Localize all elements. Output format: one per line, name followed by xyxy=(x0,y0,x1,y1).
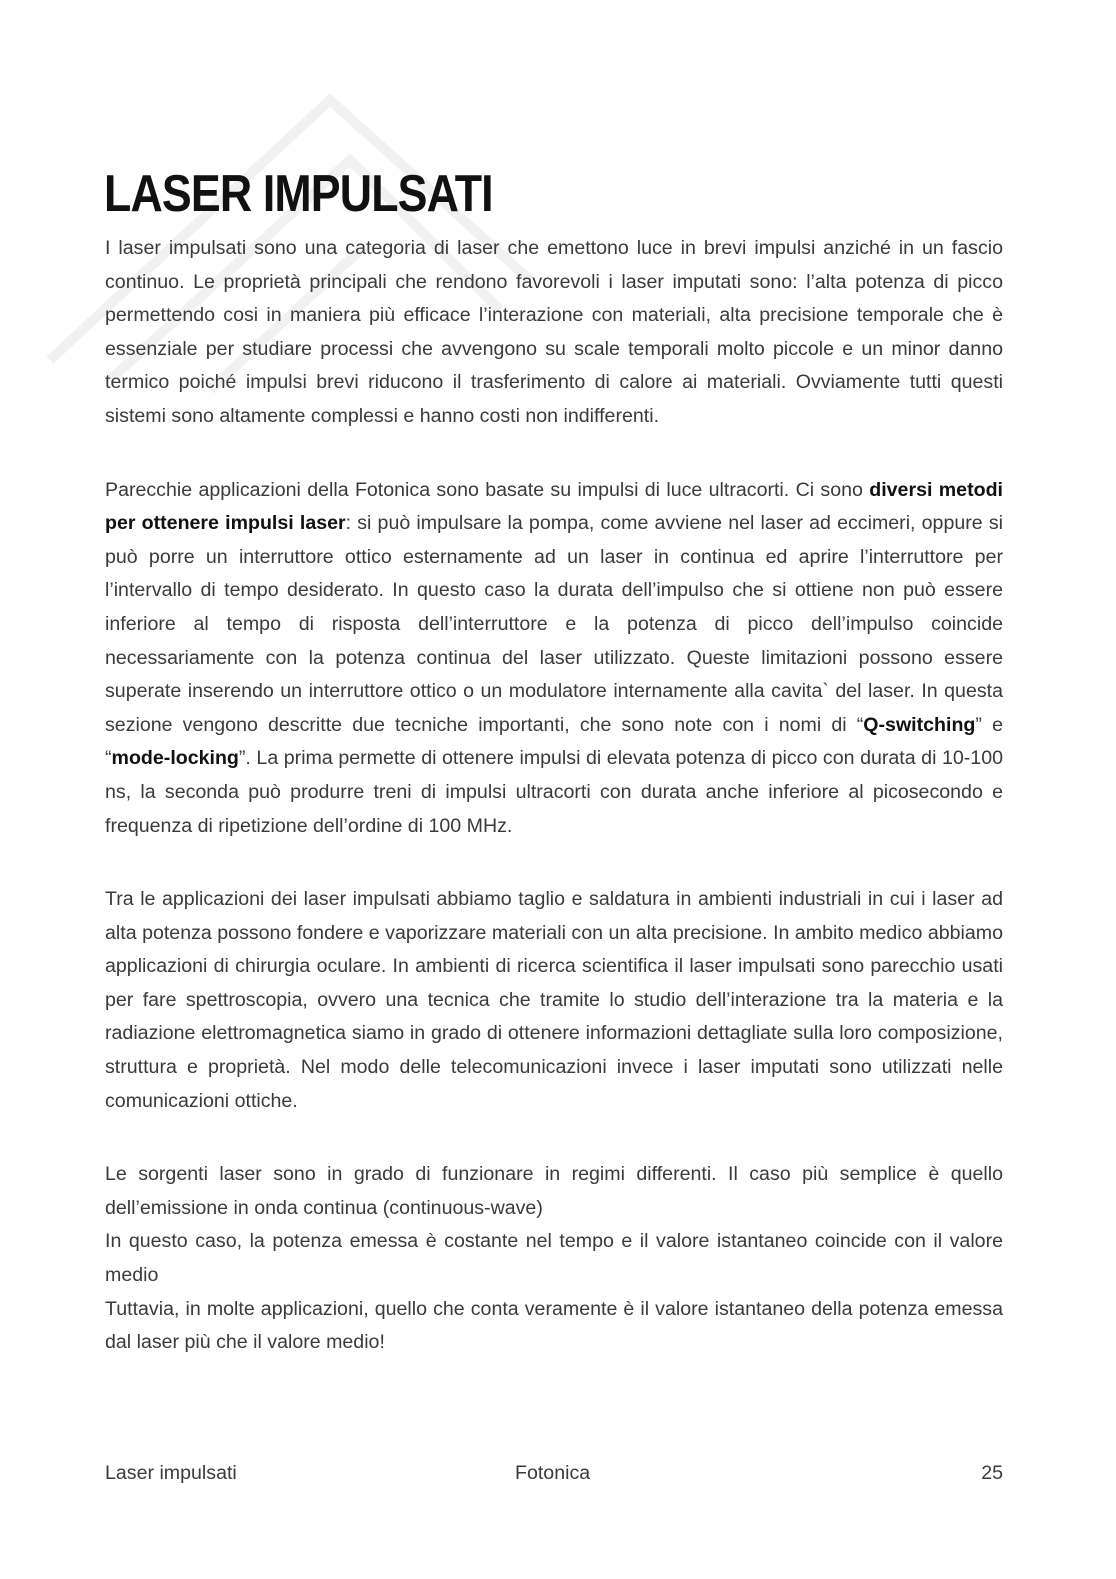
paragraph-methods-text-2: : si può impulsare la pompa, come avviene nel laser ad eccimeri, oppure si può porre un interruttore ottico esternamente ad un laser in continua ed aprire l’interruttore per l’intervallo di tempo desiderato. In questo caso la durata dell’impulso che si ottiene non può essere inferiore al tempo di risposta dell’interruttore e la potenza di picco dell’impulso coincide necessariamente con la potenza continua del laser utilizzato. Queste limitazioni possono essere superate inserendo un interruttore ottico o un modulatore internamente alla cavita` del laser. In questa sezione vengono descritte due tecniche importanti, che sono note con i nomi di “ xyxy=(105,512,1003,736)
paragraph-methods xyxy=(105,474,1003,844)
page-number: 25 xyxy=(981,1462,1003,1484)
bold-q-switching: Q-switching xyxy=(863,713,976,736)
footer-book-title: Fotonica xyxy=(515,1462,591,1484)
bold-mode-locking: mode-locking xyxy=(111,747,239,770)
page-footer xyxy=(105,1462,1003,1492)
paragraph-regimes: Le sorgenti laser sono in grado di funzionare in regimi differenti. Il caso più semplice è quello dell’emissione in onda continua (continuous-wave) xyxy=(105,1163,1003,1219)
paragraph-continuous-wave: In questo caso, la potenza emessa è costante nel tempo e il valore istantaneo coincide con il valore medio xyxy=(105,1230,1003,1287)
paragraph-methods-text-3: ” e “ xyxy=(105,713,1003,770)
paragraph-instantaneous-power: Tuttavia, in molte applicazioni, quello che conta veramente è il valore istantaneo della potenza emessa dal laser più che il valore medio! xyxy=(105,1297,1003,1354)
paragraph-intro: I laser impulsati sono una categoria di laser che emettono luce in brevi impulsi anziché in un fascio continuo. Le proprietà principali che rendono favorevoli i laser imputati sono: l’alta potenza di picco permettendo cosi in maniera più efficace l’interazione con materiali, alta precisione temporale che è essenziale per studiare processi che avvengono su scale temporali molto piccole e un minor danno termico poiché impulsi brevi riducono il trasferimento di calore ai materiali. Ovviamente tutti questi sistemi sono altamente complessi e hanno costi non indifferenti. xyxy=(105,237,1003,427)
document-body xyxy=(105,232,1003,1360)
paragraph-methods-text-1: Parecchie applicazioni della Fotonica sono basate su impulsi di luce ultracorti. Ci sono xyxy=(105,478,870,501)
paragraph-applications: Tra le applicazioni dei laser impulsati abbiamo taglio e saldatura in ambienti industriali in cui i laser ad alta potenza possono fondere e vaporizzare materiali con un alta precisione. In ambito medico abbiamo applicazioni di chirurgia oculare. In ambienti di ricerca scientifica il laser impulsati sono parecchio usati per fare spettroscopia, ovvero una tecnica che tramite lo studio dell’interazione tra la materia e la radiazione elettromagnetica siamo in grado di ottenere informazioni dettagliate sulla loro composizione, struttura e proprietà. Nel modo delle telecomunicazioni invece i laser imputati sono utilizzati nelle comunicazioni ottiche. xyxy=(105,888,1003,1112)
page-title: LASER IMPULSATI xyxy=(104,165,493,223)
bold-methods-phrase: diversi metodi per ottenere impulsi laser xyxy=(105,478,1003,535)
paragraph-methods-text-4: ”. La prima permette di ottenere impulsi di elevata potenza di picco con durata di 10-100 ns, la seconda può produrre treni di impulsi ultracorti con durata anche inferiore al picosecondo e frequenza di ripetizione dell’ordine di 100 MHz. xyxy=(105,747,1003,837)
footer-section-title: Laser impulsati xyxy=(105,1462,237,1484)
